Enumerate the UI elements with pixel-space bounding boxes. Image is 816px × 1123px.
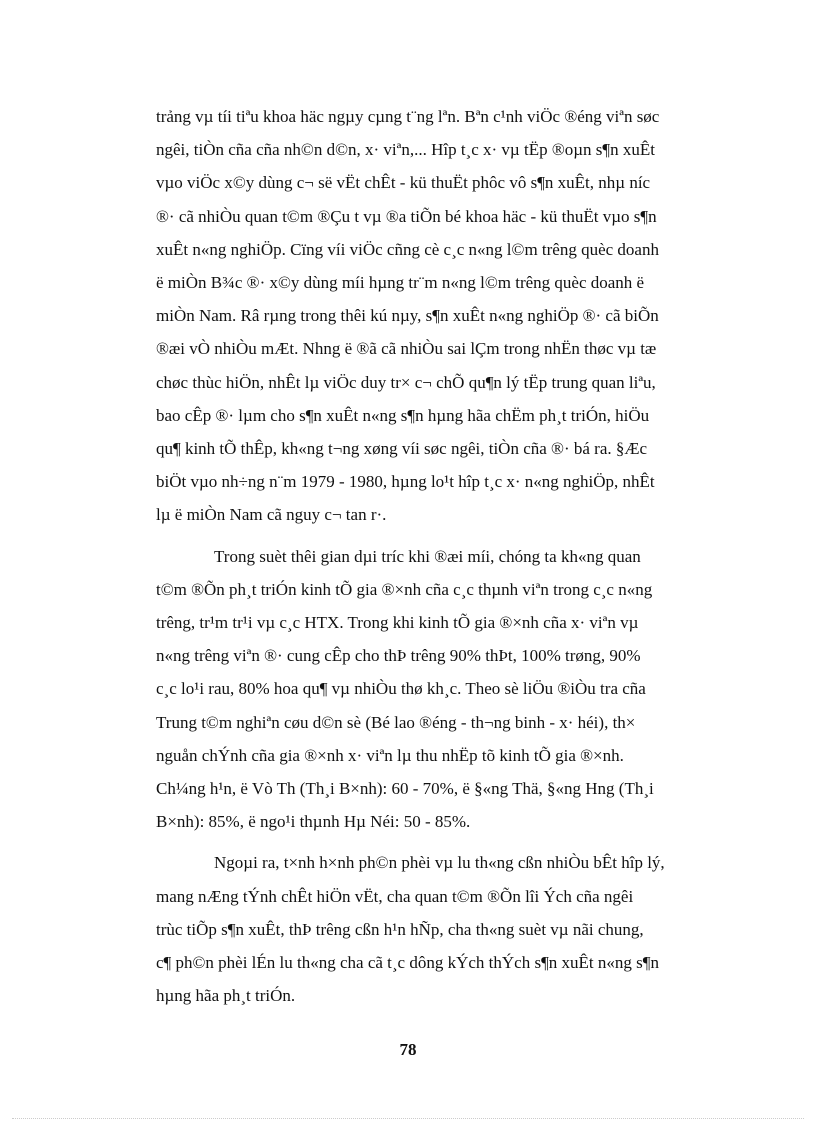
page-number: 78 <box>399 1040 417 1059</box>
paragraph-3 <box>156 846 768 1012</box>
paragraph-1 <box>156 100 768 532</box>
text-line: vµo viÖc x©y dùng c¬ së vËt chÊt - kü thuËt phôc vô s¶n xuÊt, nhµ níc <box>156 173 651 193</box>
text-line: ®· cã nhiÒu quan t©m ®Çu t vµ ®a tiÕn bé khoa häc - kü thuËt vµo s¶n <box>156 206 657 226</box>
text-line: hµng hãa ph¸t triÓn. <box>156 986 296 1006</box>
text-line: n«ng trêng viªn ®· cung cÊp cho thÞ trêng 90% thÞt, 100% trøng, 90% <box>156 646 641 666</box>
text-line: miÒn Nam. Râ rµng trong thêi kú nµy, s¶n xuÊt n«ng nghiÖp ®· cã biÕn <box>156 306 659 326</box>
text-line: trảng vµ tíi tiªu khoa häc ngµy cµng t¨ng lªn. Bªn c¹nh viÖc ®éng viªn søc <box>156 107 660 126</box>
text-line: Ch¼ng h¹n, ë Vò Th (Th¸i B×nh): 60 - 70%, ë §«ng Thä, §«ng Hng (Th¸i <box>156 779 654 799</box>
text-line: t©m ®Õn ph¸t triÓn kinh tÕ gia ®×nh cña c¸c thµnh viªn trong c¸c n«ng <box>156 579 653 599</box>
text-line: qu¶ kinh tÕ thÊp, kh«ng t¬ng xøng víi søc ngêi, tiÒn cña ®· bá ra. §Æc <box>156 439 648 459</box>
text-line: Ngoµi ra, t×nh h×nh ph©n phèi vµ lu th«ng cßn nhiÒu bÊt hîp lý, <box>214 853 665 873</box>
text-line: B×nh): 85%, ë ngo¹i thµnh Hµ Néi: 50 - 85%. <box>156 812 471 832</box>
text-line: lµ ë miÒn Nam cã nguy c¬ tan r·. <box>156 505 387 525</box>
text-line: biÖt vµo nh÷ng n¨m 1979 - 1980, hµng lo¹t hîp t¸c x· n«ng nghiÖp, nhÊt <box>156 472 655 492</box>
text-line: xuÊt n«ng nghiÖp. Cïng víi viÖc cñng cè c¸c n«ng l©m trêng quèc doanh <box>156 239 659 259</box>
paragraph-gap <box>156 838 768 846</box>
text-line: chøc thùc hiÖn, nhÊt lµ viÖc duy tr× c¬ chÕ qu¶n lý tËp trung quan liªu, <box>156 372 656 392</box>
text-line: trêng, tr¹m tr¹i vµ c¸c HTX. Trong khi kinh tÕ gia ®×nh cña x· viªn vµ <box>156 613 639 633</box>
text-line: nguån chÝnh cña gia ®×nh x· viªn lµ thu nhËp tõ kinh tÕ gia ®×nh. <box>156 745 624 765</box>
page-bottom-divider <box>12 1118 804 1119</box>
text-line: trùc tiÕp s¶n xuÊt, thÞ trêng cßn h¹n hÑp, cha th«ng suèt vµ nãi chung, <box>156 919 644 939</box>
text-line: c¸c lo¹i rau, 80% hoa qu¶ vµ nhiÒu thø kh¸c. Theo sè liÖu ®iÒu tra cña <box>156 679 646 699</box>
text-line: c¶ ph©n phèi lÉn lu th«ng cha cã t¸c dông kÝch thÝch s¶n xuÊt n«ng s¶n <box>156 953 659 973</box>
body-text <box>156 100 768 1012</box>
text-line: ®æi vÒ nhiÒu mÆt. Nhng ë ®ã cã nhiÒu sai lÇm trong nhËn thøc vµ tæ <box>156 339 657 359</box>
text-line: ngêi, tiÒn cña cña nh©n d©n, x· viªn,... Hîp t¸c x· vµ tËp ®oµn s¶n xuÊt <box>156 140 655 160</box>
text-line: Trung t©m nghiªn cøu d©n sè (Bé lao ®éng - th¬ng binh - x· héi), th× <box>156 712 636 732</box>
text-line: Trong suèt thêi gian dµi tríc khi ®æi míi, chóng ta kh«ng quan <box>214 546 641 566</box>
text-line: ë miÒn B¾c ®· x©y dùng míi hµng tr¨m n«ng l©m trêng quèc doanh ë <box>156 273 645 293</box>
text-line: mang nÆng tÝnh chÊt hiÖn vËt, cha quan t©m ®Õn lîi Ých cña ngêi <box>156 886 634 906</box>
paragraph-2 <box>156 540 768 839</box>
paragraph-gap <box>156 532 768 540</box>
text-line: bao cÊp ®· lµm cho s¶n xuÊt n«ng s¶n hµng hãa chËm ph¸t triÓn, hiÖu <box>156 405 650 425</box>
